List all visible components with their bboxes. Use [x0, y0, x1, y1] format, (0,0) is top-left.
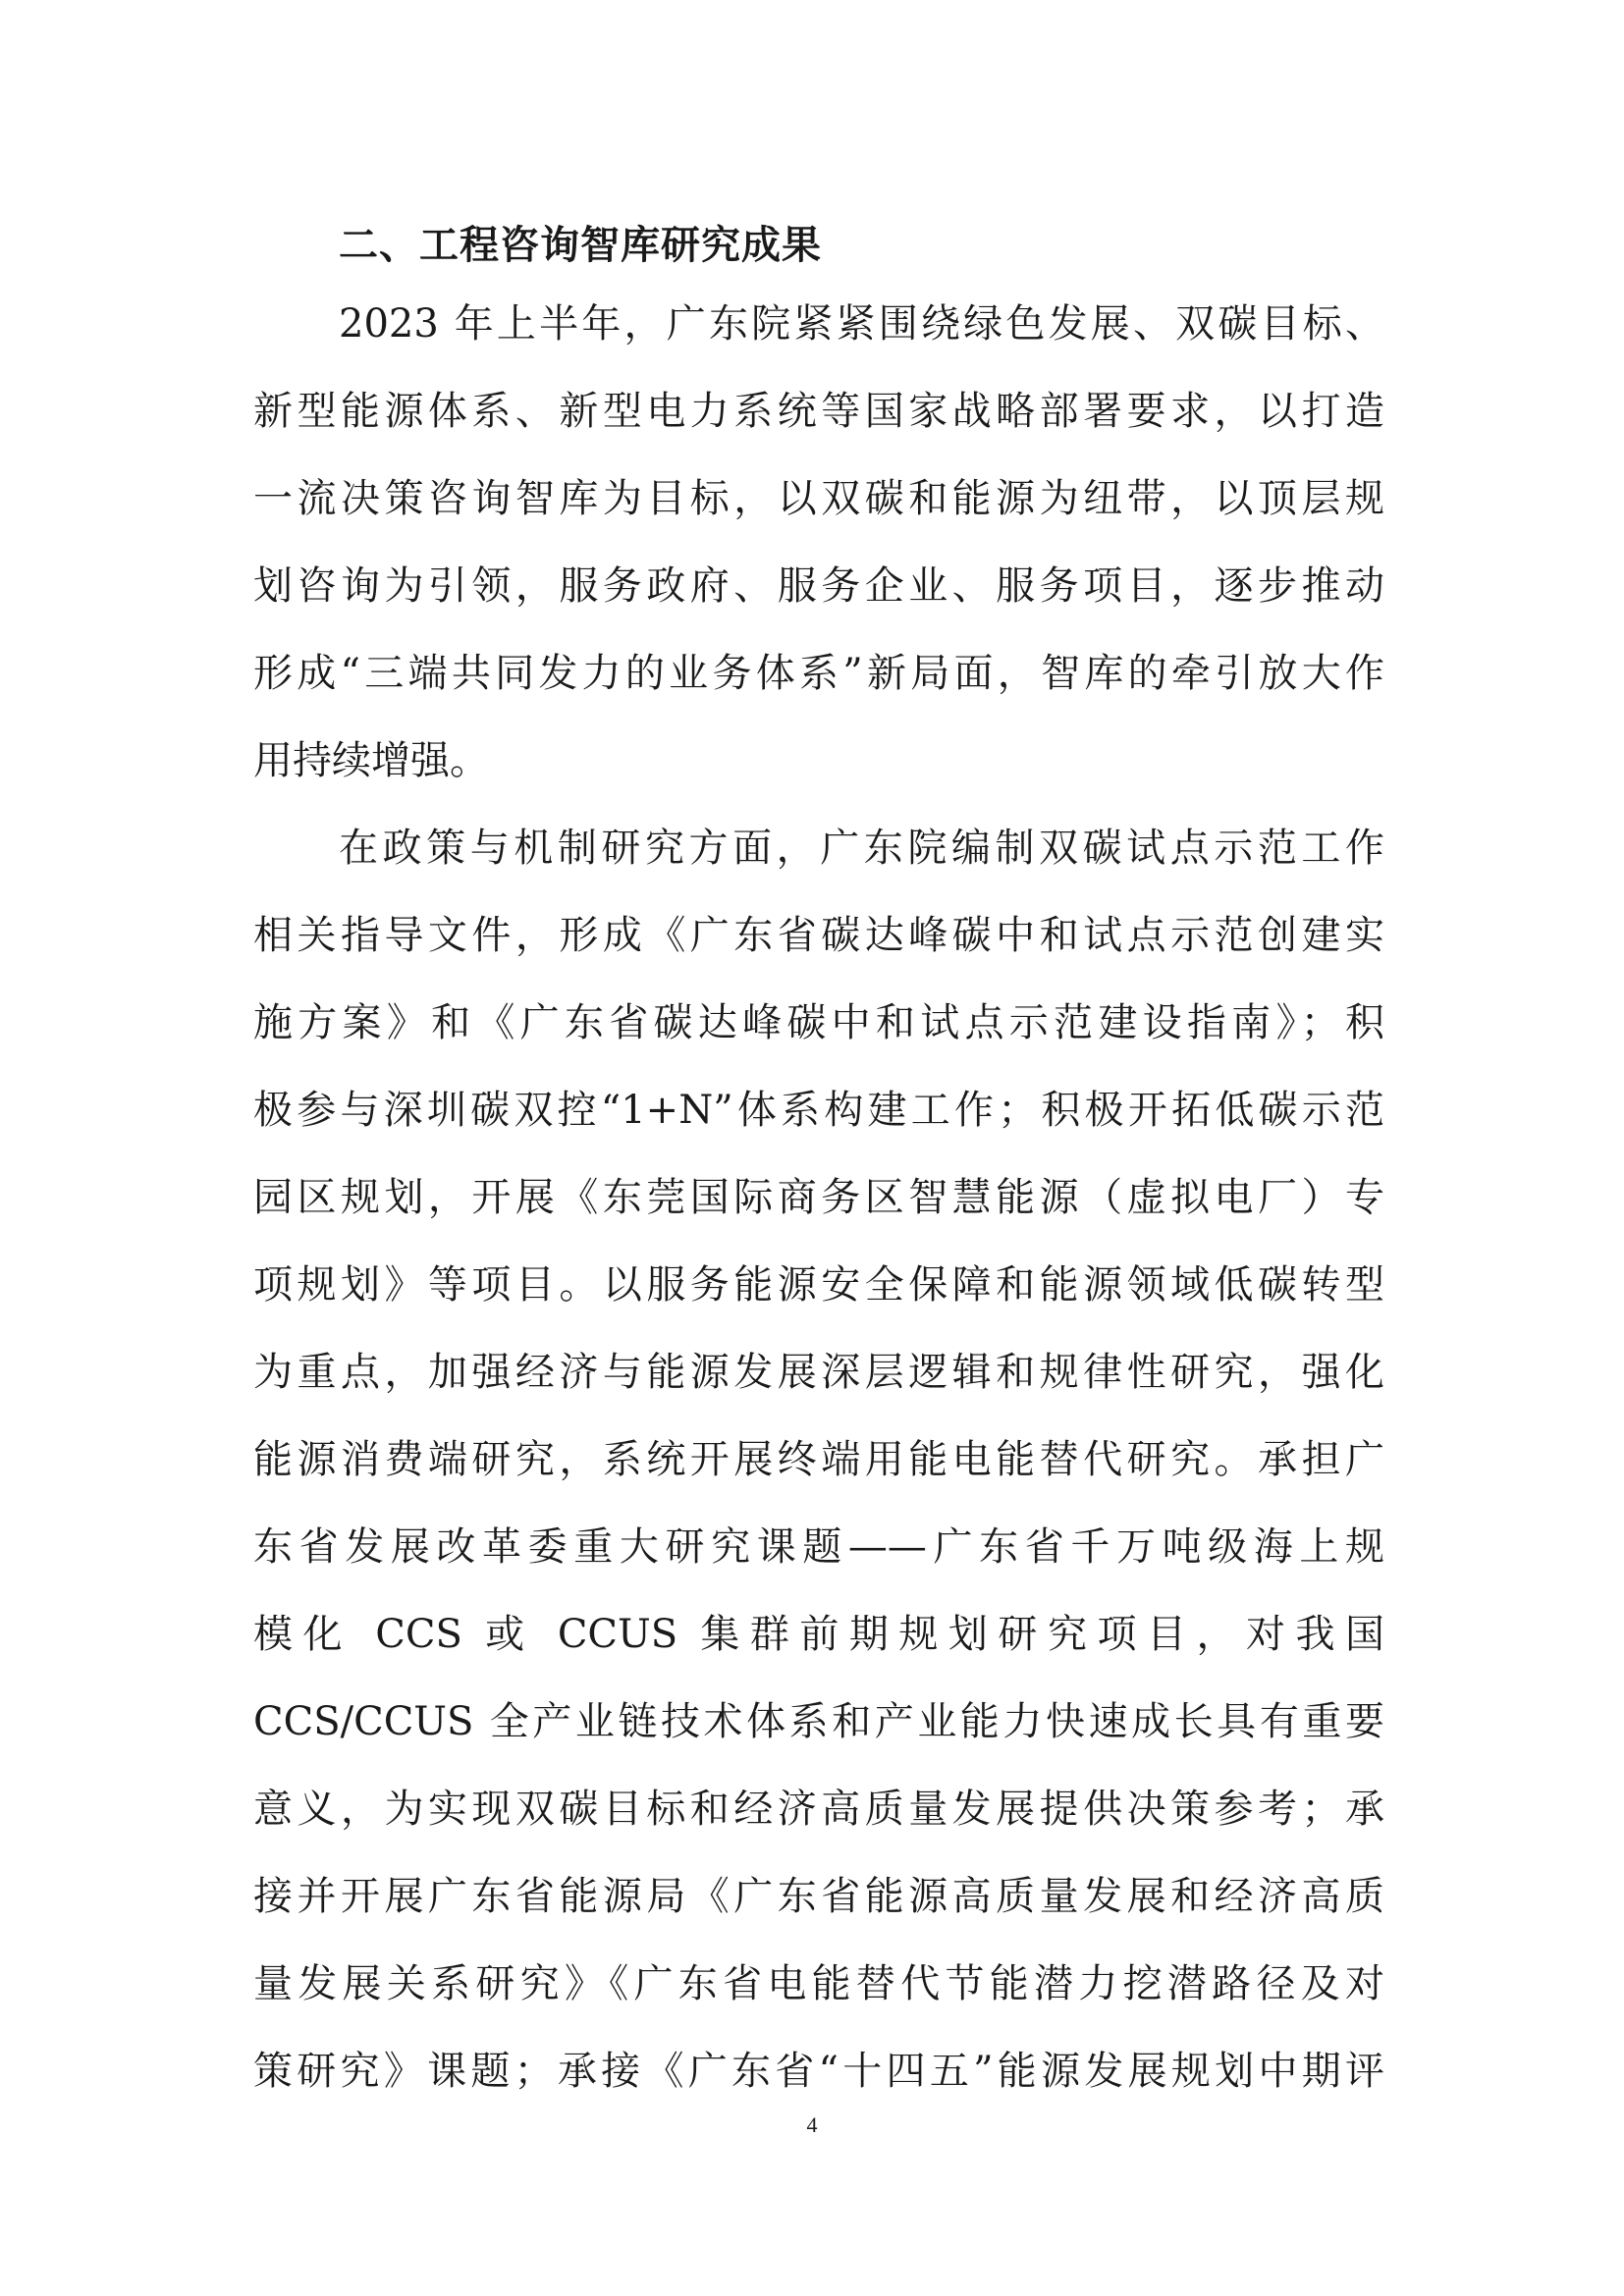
paragraph-line: 相关指导文件，形成《广东省碳达峰碳中和试点示范创建实 [253, 913, 1384, 958]
paragraph-line: 园区规划，开展《东莞国际商务区智慧能源（虚拟电厂）专 [253, 1175, 1384, 1220]
section-heading: 二、工程咨询智库研究成果 [339, 223, 822, 268]
page-number: 4 [806, 2112, 818, 2137]
paragraph-line: 模化 CCS 或 CCUS 集群前期规划研究项目，对我国 [253, 1612, 1384, 1657]
paragraph-line: 一流决策咨询智库为目标，以双碳和能源为纽带，以顶层规 [253, 476, 1384, 521]
paragraph-line: 量发展关系研究》《广东省电能替代节能潜力挖潜路径及对 [253, 1961, 1384, 2006]
paragraph-line: 施方案》和《广东省碳达峰碳中和试点示范建设指南》；积 [253, 1000, 1384, 1045]
paragraph-line: 在政策与机制研究方面，广东院编制双碳试点示范工作 [339, 826, 1384, 871]
paragraph-line: CCS/CCUS 全产业链技术体系和产业能力快速成长具有重要 [253, 1699, 1384, 1744]
paragraph-line: 划咨询为引领，服务政府、服务企业、服务项目，逐步推动 [253, 563, 1384, 609]
paragraph-line: 新型能源体系、新型电力系统等国家战略部署要求，以打造 [253, 389, 1384, 434]
paragraph-line: 接并开展广东省能源局《广东省能源高质量发展和经济高质 [253, 1874, 1384, 1919]
paragraph-line: 2023 年上半年，广东院紧紧围绕绿色发展、双碳目标、 [339, 301, 1384, 347]
paragraph-line: 项规划》等项目。以服务能源安全保障和能源领域低碳转型 [253, 1262, 1384, 1308]
paragraph-line: 东省发展改革委重大研究课题——广东省千万吨级海上规 [253, 1524, 1384, 1570]
paragraph-line: 能源消费端研究，系统开展终端用能电能替代研究。承担广 [253, 1437, 1384, 1482]
paragraph-line: 为重点，加强经济与能源发展深层逻辑和规律性研究，强化 [253, 1350, 1384, 1395]
paragraph-line: 极参与深圳碳双控“1+N”体系构建工作；积极开拓低碳示范 [253, 1088, 1384, 1133]
paragraph-line: 意义，为实现双碳目标和经济高质量发展提供决策参考；承 [253, 1787, 1384, 1832]
paragraph-line: 用持续增强。 [253, 738, 489, 783]
paragraph-line: 策研究》课题；承接《广东省“十四五”能源发展规划中期评 [253, 2049, 1384, 2094]
paragraph-line: 形成“三端共同发力的业务体系”新局面，智库的牵引放大作 [253, 651, 1384, 696]
